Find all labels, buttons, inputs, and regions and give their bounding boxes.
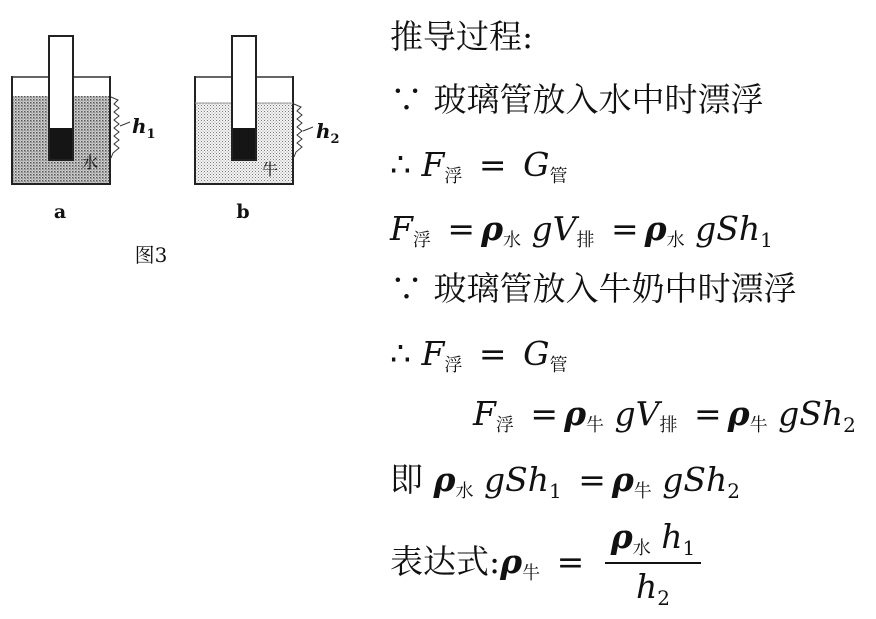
- figure-caption: 图3: [134, 243, 168, 267]
- figure-label-a: a: [53, 201, 67, 223]
- h2-bracket: [294, 104, 302, 157]
- liquid-label-b: 牛: [262, 160, 279, 179]
- derivation-line-2: ∴ $F_浮 = G_管$: [390, 145, 568, 187]
- derivation-line-5: ∴ $F_浮 = G_管$: [390, 334, 568, 376]
- derivation-line-3: $F_浮 = \rho_水$ $gV_排 = \rho_水$ gSh$_1$: [390, 209, 773, 252]
- derivation-line-4: ∵ 玻璃管放入牛奶中时漂浮: [390, 269, 797, 308]
- derivation-line-1: ∵ 玻璃管放入水中时漂浮: [390, 80, 764, 119]
- glass-tube-b: [232, 36, 256, 160]
- h1-label: $h_1$: [132, 114, 156, 142]
- h1-bracket: [111, 97, 119, 158]
- derivation-line-6: $F_浮 = \rho_牛$ $gV_排 = \rho_牛$ gSh$_2$: [473, 394, 856, 437]
- expression-fraction: $\frac{\rho_水 h_1}{h_2}$: [605, 520, 701, 608]
- figure-3: [0, 0, 380, 300]
- h2-label: $h_2$: [316, 119, 340, 147]
- figure-label-b: b: [236, 201, 250, 223]
- derivation-heading: 推导过程:: [390, 17, 534, 56]
- derivation-line-8: 表达式$:\rho_牛$ = $\frac{\rho_水 h_1}{h_2}$: [390, 520, 701, 608]
- derivation-line-7: 即 $\rho_水$ $gSh_1 = \rho_牛$ gSh$_2$: [390, 460, 741, 503]
- liquid-label-a: 水: [82, 153, 99, 172]
- glass-tube-a: [49, 36, 73, 160]
